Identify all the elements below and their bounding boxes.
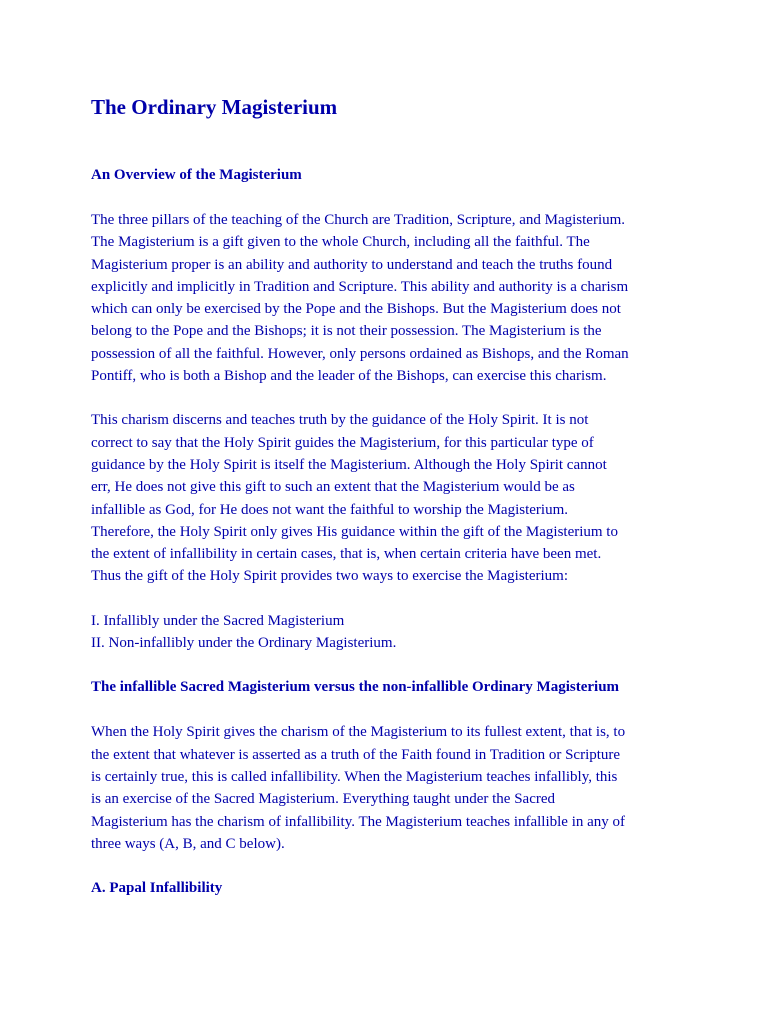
text-line: is an exercise of the Sacred Magisterium. Everything taught under the Sacred	[91, 791, 556, 808]
text-line: belong to the Pope and the Bishops; it is not their possession. The Magisterium is the	[91, 323, 602, 340]
magisterium-ways-list	[91, 610, 681, 655]
text-line: When the Holy Spirit gives the charism of the Magisterium to its fullest extent, that is, to	[91, 724, 626, 741]
paragraph-pillars	[91, 209, 681, 387]
text-line: correct to say that the Holy Spirit guides the Magisterium, for this particular type of	[91, 434, 594, 451]
text-line: The three pillars of the teaching of the Church are Tradition, Scripture, and Magisterium.	[91, 212, 626, 228]
section-heading-sacred-vs-ordinary: The infallible Sacred Magisterium versus the non-infallible Ordinary Magisterium	[91, 679, 620, 696]
text-line: Therefore, the Holy Spirit only gives His guidance within the gift of the Magisterium to	[91, 523, 618, 540]
document-title: The Ordinary Magisterium	[91, 95, 338, 119]
text-line: Magisterium has the charism of infallibility. The Magisterium teaches infallible in any of	[91, 813, 626, 830]
text-line: the extent that whatever is asserted as a truth of the Faith found in Tradition or Scripture	[91, 746, 621, 763]
text-line: possession of all the faithful. However, only persons ordained as Bishops, and the Roman	[91, 345, 629, 362]
text-line: Magisterium proper is an ability and authority to understand and teach the truths found	[91, 256, 613, 273]
list-item: II. Non-infallibly under the Ordinary Magisterium.	[91, 635, 397, 652]
paragraph-infallibility	[91, 721, 681, 855]
text-line: Pontiff, who is both a Bishop and the leader of the Bishops, can exercise this charism.	[91, 368, 607, 385]
list-item: I. Infallibly under the Sacred Magisterium	[91, 612, 345, 629]
section-heading-overview: An Overview of the Magisterium	[91, 167, 302, 183]
text-line: infallible as God, for He does not want the faithful to worship the Magisterium.	[91, 501, 568, 518]
text-line: guidance by the Holy Spirit is itself the Magisterium. Although the Holy Spirit cannot	[91, 456, 607, 473]
text-line: three ways (A, B, and C below).	[91, 835, 285, 852]
subheading-papal-infallibility: A. Papal Infallibility	[91, 880, 223, 897]
text-line: is certainly true, this is called infallibility. When the Magisterium teaches infallibly, this	[91, 768, 618, 785]
text-line: err, He does not give this gift to such an extent that the Magisterium would be as	[91, 479, 575, 496]
paragraph-charism	[91, 409, 681, 587]
text-line: Thus the gift of the Holy Spirit provides two ways to exercise the Magisterium:	[91, 568, 568, 585]
text-line: This charism discerns and teaches truth by the guidance of the Holy Spirit. It is not	[91, 412, 589, 429]
text-line: The Magisterium is a gift given to the whole Church, including all the faithful. The	[91, 234, 590, 251]
text-line: explicitly and implicitly in Tradition and Scripture. This ability and authority is a charism	[91, 278, 629, 295]
text-line: which can only be exercised by the Pope and the Bishops. But the Magisterium does not	[91, 301, 621, 318]
document-page	[91, 94, 681, 899]
text-line: the extent of infallibility in certain cases, that is, when certain criteria have been met.	[91, 546, 602, 563]
